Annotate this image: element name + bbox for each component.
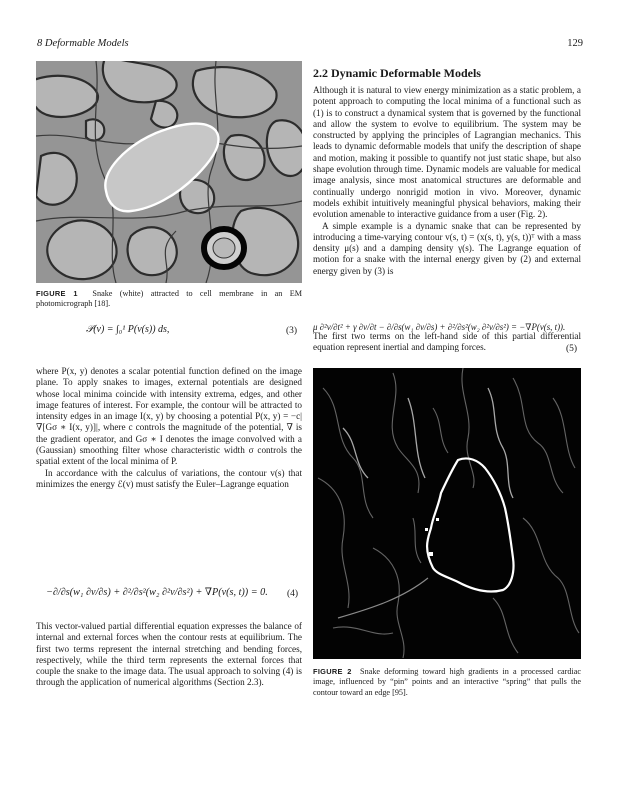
figure-2-caption-text: Snake deforming toward high gradients in a processed cardiac image, influenced by “pin” points and an interactive “spring” that pulls the contour toward an edge [95].: [313, 667, 581, 697]
equation-3-number: (3): [286, 326, 298, 336]
figure-1-label: FIGURE 1: [36, 289, 78, 298]
equation-5-number: (5): [566, 344, 578, 354]
left-column-body: [36, 366, 302, 490]
left-column-continuation: [36, 621, 302, 689]
section-paragraph-1: Although it is natural to view energy minimization as a static problem, a potent approach to computing the local minima of a functional such as (1) is to construct a dynamical system that is governed by the functional and allow the system to evolve to equilibrium. The system may be constructed by applying the principles of Lagrangian mechanics. This leads to dynamic deformable models that unify the description of shape and motion, making it possible to quantify not just static shape, but also shape evolution through time. Dynamic models are valuable for medical image analysis, since most anatomical structures are deformable and continually undergo nonrigid motion in vivo. Moreover, dynamic models exhibit intuitively meaningful physical behaviors, making their evolution amenable to interactive guidance from a user (Fig. 2).: [313, 85, 581, 220]
figure-1-em-photomicrograph: [36, 61, 302, 283]
equation-4: −∂/∂s(w₁ ∂v/∂s) + ∂²/∂s²(w₂ ∂²v/∂s²) + ∇P(v(s, t)) = 0.: [46, 587, 268, 598]
section-paragraph-3: The first two terms on the left-hand side of this partial differential equation represent inertial and damping forces.: [313, 331, 581, 353]
running-header-chapter: 8 Deformable Models: [37, 38, 129, 49]
right-column-continuation: [313, 331, 581, 354]
figure-2-cardiac-image: [313, 368, 581, 659]
left-paragraph-2: In accordance with the calculus of variations, the contour v(s) that minimizes the energy ℰ(v) must satisfy the Euler–Lagrange equation: [36, 467, 302, 489]
figure-1-caption: [36, 289, 302, 310]
figure-2-label: FIGURE 2: [313, 667, 352, 676]
equation-3: 𝒫(v) = ∫₀¹ P(v(s)) ds,: [86, 324, 170, 335]
section-title: 2.2 Dynamic Deformable Models: [313, 66, 481, 80]
figure-2-caption: [313, 667, 581, 698]
left-paragraph-1: where P(x, y) denotes a scalar potential function defined on the image plane. To apply snakes to images, external potentials are designed whose local minima coincide with intensity extrema, edges, and other image features of interest. For example, the contour will be attracted to intensity edges in an image I(x, y) by choosing a potential P(x, y) = −c|∇[Gσ ∗ I(x, y)]|, where c controls the magnitude of the potential, ∇ is the gradient operator, and Gσ ∗ I denotes the image convolved with a (Gaussian) smoothing filter whose characteristic width σ controls the spatial extent of the local minima of P.: [36, 366, 302, 467]
left-paragraph-3: This vector-valued partial differential equation expresses the balance of internal and external forces when the contour rests at equilibrium. The first two terms represent the internal stretching and bending forces, respectively, while the third term represents the external forces that couple the snake to the image data. The usual approach to solving (4) is through the application of numerical algorithms (Section 2.3).: [36, 621, 302, 688]
equation-4-number: (4): [287, 589, 299, 599]
section-paragraph-2: A simple example is a dynamic snake that can be represented by introducing a time-varying contour v(s, t) = (x(s, t), y(s, t))ᵀ with a mass density μ(s) and a damping density γ(s). The Lagrange equation of motion for a snake with the internal energy given by (2) and external energy given by (3) is: [313, 220, 581, 276]
figure-1-caption-text: Snake (white) attracted to cell membrane in an EM photomicrograph [18].: [36, 289, 302, 309]
equation-5: μ ∂²v/∂t² + γ ∂v/∂t − ∂/∂s(w₁ ∂v/∂s) + ∂²/∂s²(w₂ ∂²v/∂s²) = −∇P(v(s, t)).: [313, 322, 566, 332]
right-column-body: [313, 85, 581, 277]
page-number: 129: [567, 38, 583, 49]
